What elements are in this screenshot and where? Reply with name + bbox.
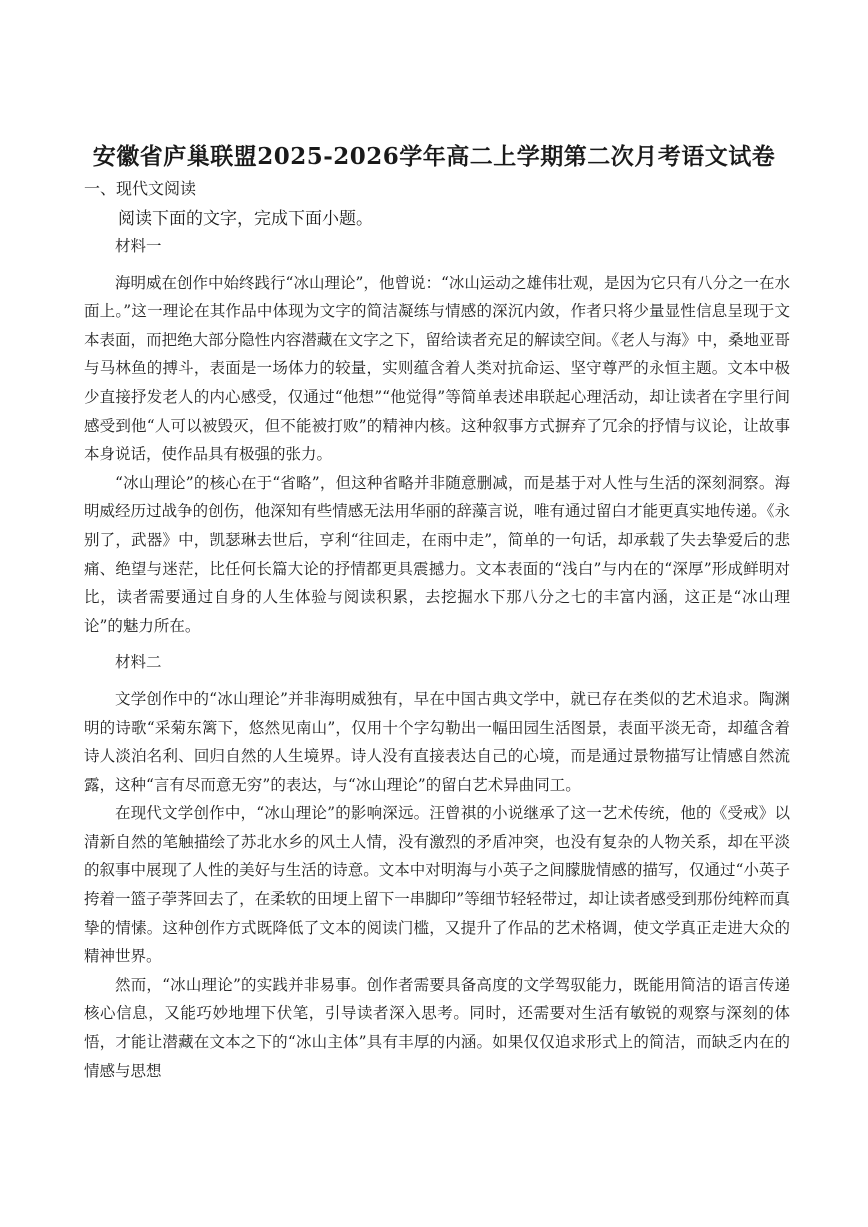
paragraph-2: “冰山理论”的核心在于“省略”，但这种省略并非随意删减，而是基于对人性与生活的深刻洞察。海明威经历过战争的创伤，他深知有些情感无法用华丽的辞藻言说，唯有通过留白才能更真实地传递。《永别了，武器》中，凯瑟琳去世后，亨利“往回走，在雨中走”，简单的一句话，却承载了失去挚爱后的悲痛、绝望与迷茫，比任何长篇大论的抒情都更具震撼力。文本表面的“浅白”与内在的“深厚”形成鲜明对比，读者需要通过自身的人生体验与阅读积累，去挖掘水下那八分之七的丰富内涵，这正是“冰山理论”的魅力所在。 [84, 473, 790, 635]
section-heading: 一、现代文阅读 [84, 179, 197, 198]
instruction-text: 阅读下面的文字，完成下面小题。 [118, 209, 373, 229]
paragraph-3: 文学创作中的“冰山理论”并非海明威独有，早在中国古典文学中，就已存在类似的艺术追求。陶渊明的诗歌“采菊东篱下，悠然见南山”，仅用十个字勾勒出一幅田园生活图景，表面平淡无奇，却蕴含着诗人淡泊名利、回归自然的人生境界。诗人没有直接表达自己的心境，而是通过景物描写让情感自然流露，这种“言有尽而意无穷”的表达，与“冰山理论”的留白艺术异曲同工。 [84, 689, 790, 794]
paragraph-1: 海明威在创作中始终践行“冰山理论”，他曾说：“冰山运动之雄伟壮观，是因为它只有八分之一在水面上。”这一理论在其作品中体现为文字的简洁凝练与情感的深沉内敛，作者只将少量显性信息呈现于文本表面，而把绝大部分隐性内容潜藏在文字之下，留给读者充足的解读空间。《老人与海》中，桑地亚哥与马林鱼的搏斗，表面是一场体力的较量，实则蕴含着人类对抗命运、坚守尊严的永恒主题。文本中极少直接抒发老人的内心感受，仅通过“他想”“他觉得”等简单表述串联起心理活动，却让读者在字里行间感受到他“人可以被毁灭，但不能被打败”的精神内核。这种叙事方式摒弃了冗余的抒情与议论，让故事本身说话，使作品具有极强的张力。 [84, 273, 790, 464]
material-two-label: 材料二 [115, 653, 162, 672]
material-one-label: 材料一 [115, 237, 162, 255]
paragraph-4: 在现代文学创作中，“冰山理论”的影响深远。汪曾祺的小说继承了这一艺术传统，他的《受戒》以清新自然的笔触描绘了苏北水乡的风土人情，没有激烈的矛盾冲突，也没有复杂的人物关系，却在平淡的叙事中展现了人性的美好与生活的诗意。文本中对明海与小英子之间朦胧情感的描写，仅通过“小英子挎着一篮子荸荠回去了，在柔软的田埂上留下一串脚印”等细节轻轻带过，却让读者感受到那份纯粹而真挚的情愫。这种创作方式既降低了文本的阅读门槛，又提升了作品的艺术格调，使文学真正走进大众的精神世界。 [84, 804, 790, 966]
paragraph-5: 然而，“冰山理论”的实践并非易事。创作者需要具备高度的文学驾驭能力，既能用简洁的语言传递核心信息，又能巧妙地埋下伏笔，引导读者深入思考。同时，还需要对生活有敏锐的观察与深刻的体悟，才能让潜藏在文本之下的“冰山主体”具有丰厚的内涵。如果仅仅追求形式上的简洁，而缺乏内在的情感与思想 [84, 975, 790, 1080]
exam-title: 安徽省庐巢联盟2025-2026学年高二上学期第二次月考语文试卷 [92, 143, 776, 170]
material-one [84, 232, 790, 1085]
